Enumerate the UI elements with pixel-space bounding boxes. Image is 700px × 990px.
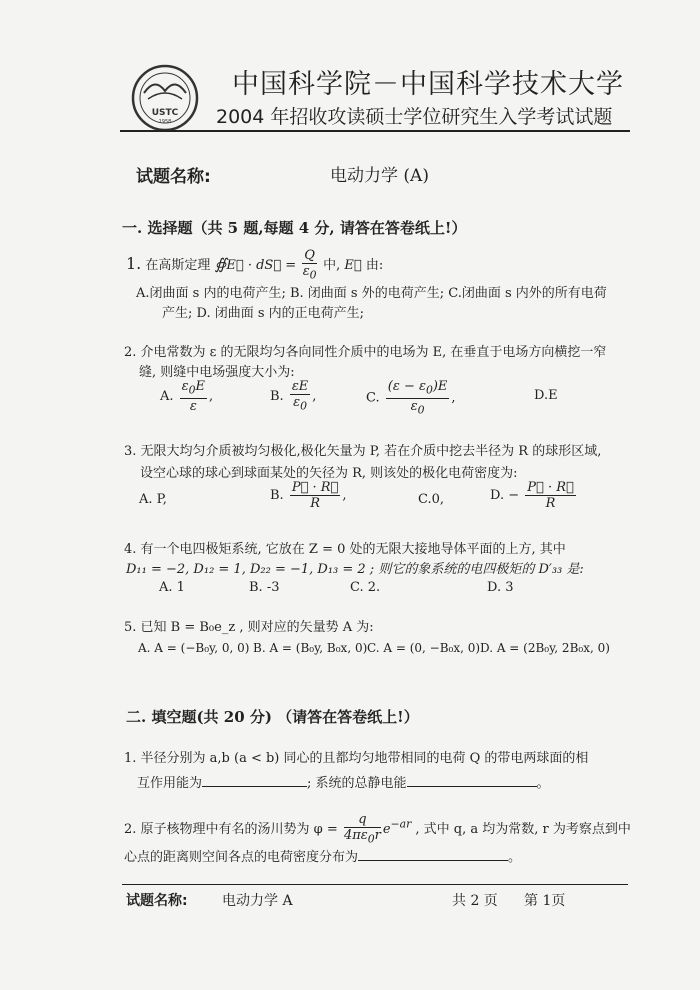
q3-option-b: B. $\frac{P⃗ \cdot R⃗}{R}$ , [270, 480, 347, 511]
q1-mid: 中, [323, 257, 341, 273]
q5-option-b: B. A = (B₀y, B₀x, 0) [253, 641, 368, 655]
q4-option-a: A. 1 [159, 580, 185, 595]
section2-title: 二. 填空题(共 20 分) （请答在答卷纸上!） [126, 708, 419, 726]
header-rule [120, 130, 630, 132]
logo-text: USTC [151, 108, 179, 118]
q2-option-a: A. $\frac{\varepsilon_0E}{\varepsilon}$ , [160, 379, 214, 414]
q2-option-d: D.E [534, 388, 558, 403]
q1-options-line2: 产生; D. 闭曲面 s 内的正电荷产生; [162, 306, 365, 321]
logo-year: 1958 [158, 119, 172, 125]
q4-line2: D₁₁ = −2, D₁₂ = 1, D₂₂ = −1, D₁₃ = 2 ; 则它的象系统的电四极矩的 D′₃₃ 是: [126, 562, 584, 577]
section1-title: 一. 选择题（共 5 题,每题 4 分, 请答在答卷纸上!） [122, 219, 467, 237]
answer-blank-3[interactable] [358, 848, 508, 861]
s2-q1-line1: 1. 半径分别为 a,b (a < b) 同心的且都均匀地带相同的电荷 Q 的带电两球面的相 [124, 751, 589, 766]
q2-line2: 缝, 则缝中电场强度大小为: [139, 365, 295, 380]
q3-option-a: A. P, [139, 492, 167, 507]
ustc-logo [130, 63, 200, 133]
q5-option-c: C. A = (0, −B₀x, 0) [367, 641, 481, 655]
q4-option-c: C. 2. [350, 580, 381, 595]
footer-page-count: 共 2 页 [452, 893, 498, 909]
q3-option-d: D. − $\frac{P⃗ \cdot R⃗}{R}$ [490, 480, 574, 511]
q4-option-b: B. -3 [249, 580, 280, 595]
q5-line1: 5. 已知 B = B₀e_z , 则对应的矢量势 A 为: [124, 620, 374, 635]
answer-blank-1[interactable] [202, 774, 307, 787]
subject-label: 试题名称: [136, 167, 211, 187]
footer-rule [122, 884, 628, 885]
q5-option-a: A. A = (−B₀y, 0, 0) [138, 641, 250, 655]
q2-option-c: C. $\frac{(\varepsilon - \varepsilon_0)E}{\varepsilon_0}$ , [366, 379, 456, 417]
q3-line1: 3. 无限大均匀介质被均匀极化,极化矢量为 P, 若在介质中挖去半径为 R 的球形区域, [124, 444, 602, 459]
footer-subject: 电动力学 A [222, 893, 293, 909]
q4-option-d: D. 3 [487, 580, 514, 595]
q3-line2: 设空心球的球心到球面某处的矢径为 R, 则该处的极化电荷密度为: [140, 466, 518, 481]
exam-title: 中国科学院－中国科学技术大学 [232, 69, 624, 100]
q3-option-c: C.0, [418, 492, 445, 507]
exam-subtitle: 2004 年招收攻读硕士学位研究生入学考试试题 [216, 106, 613, 128]
answer-blank-2[interactable] [407, 774, 537, 787]
q1-lead: 在高斯定理 [145, 257, 211, 273]
q5-option-d: D. A = (2B₀y, 2B₀x, 0) [480, 641, 610, 655]
footer-label: 试题名称: [126, 893, 188, 909]
q1-tail: 由: [365, 257, 384, 273]
q1-number: 1. [126, 253, 142, 273]
q1: 1. 在高斯定理 ∯E⃗ · dS⃗ = $\frac{Q}{\varepsilon_0}$ 中, E⃗ 由: [126, 248, 384, 282]
q1-options-line1: A.闭曲面 s 内的电荷产生; B. 闭曲面 s 外的电荷产生; C.闭曲面 s 内外的所有电荷 [136, 286, 607, 301]
s2-q2-line1: 2. 原子核物理中有名的汤川势为 φ = $\frac{q}{4\pi\varepsilon_0r}$ $e^{-ar}$ , 式中 q, a 均为常数, r 为考察点到中 [124, 812, 631, 846]
q4-line1: 4. 有一个电四极矩系统, 它放在 Z = 0 处的无限大接地导体平面的上方, 其中 [124, 542, 566, 557]
s2-q2-line2: 心点的距离则空间各点的电荷密度分布为 。 [124, 850, 522, 865]
s2-q1-line2: 互作用能为 ; 系统的总静电能 。 [137, 776, 550, 791]
footer-page-number: 第 1页 [524, 893, 566, 909]
q2-line1: 2. 介电常数为 ε 的无限均匀各向同性介质中的电场为 E, 在垂直于电场方向横挖一窄 [124, 345, 607, 360]
q2-option-b: B. $\frac{\varepsilon E}{\varepsilon_0}$ , [270, 379, 317, 413]
subject-value: 电动力学 (A) [330, 166, 429, 186]
